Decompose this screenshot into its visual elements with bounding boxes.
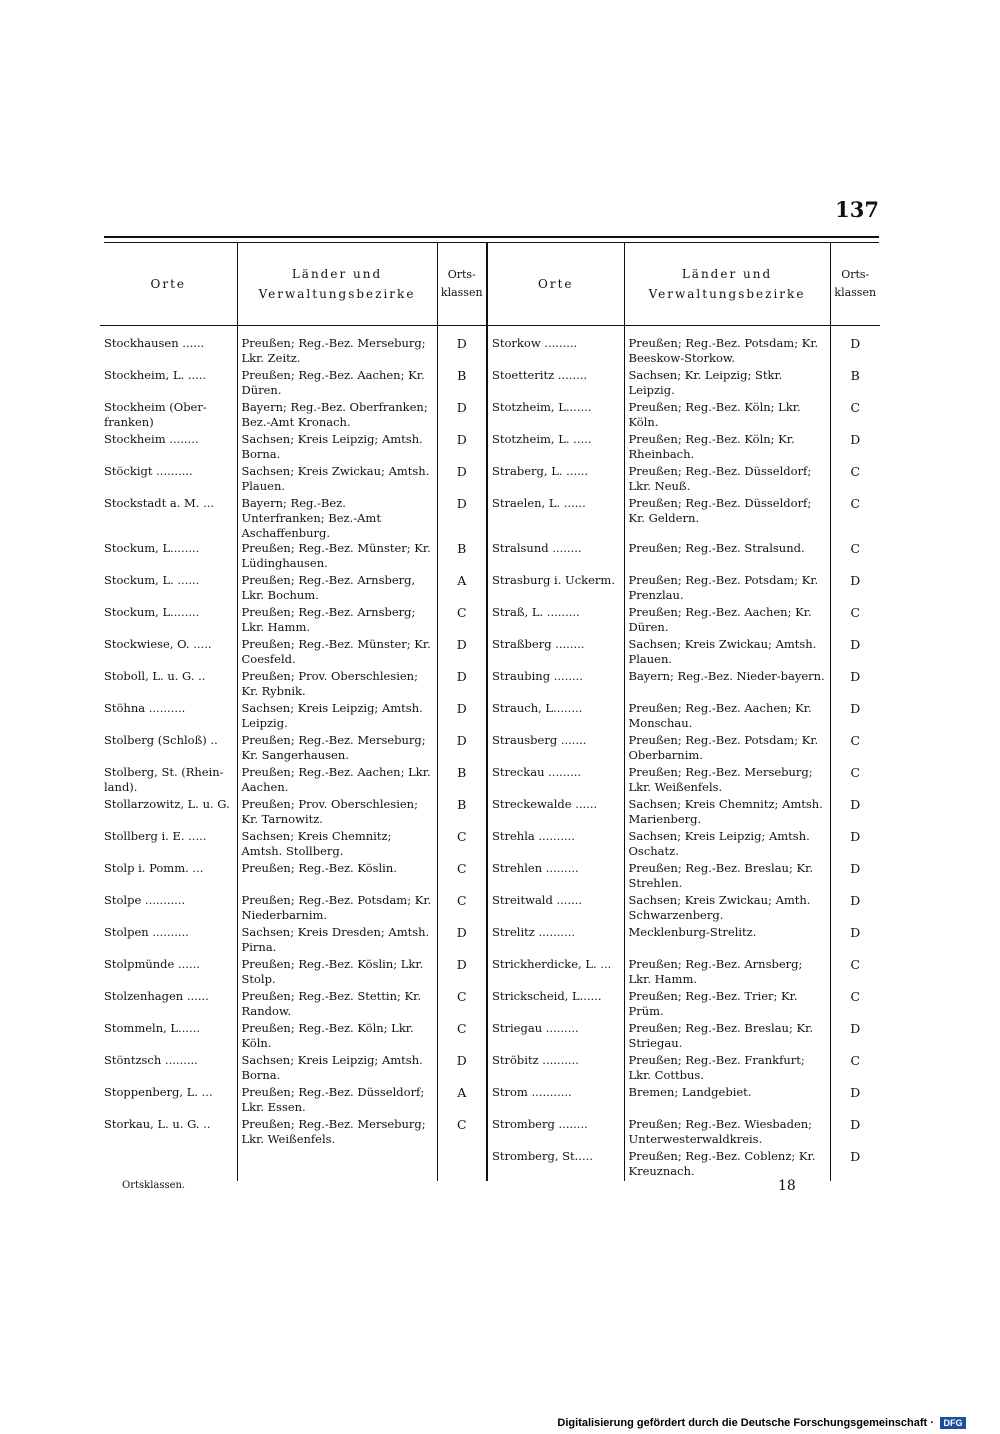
place-name-left: Stöntzsch ......... [104,1053,198,1067]
header-orte-right: Orte [487,243,624,326]
class-right: C [830,464,880,496]
district-left: Sachsen; Kreis Leipzig; Amtsh. Leipzig. [237,701,437,733]
table-row [100,1117,880,1149]
class-left: C [437,605,487,637]
district-right: Bremen; Landgebiet. [624,1085,830,1117]
place-name-left: Storkau, L. u. G. .. [104,1117,211,1131]
class-right: C [830,605,880,637]
district-right: Preußen; Reg.-Bez. Köln; Kr. Rheinbach. [624,432,830,464]
place-name-right: Strasburg i. Uckerm. [487,573,624,605]
place-name-left: Stöckigt .......... [104,464,193,478]
place-name-left: Stockhausen ...... [104,336,205,350]
class-right: C [830,496,880,541]
place-name-left: Stoboll, L. u. G. .. [104,669,206,683]
page-number: 137 [835,197,879,222]
class-right: C [830,989,880,1021]
class-right: D [830,925,880,957]
district-right: Preußen; Reg.-Bez. Breslau; Kr. Striegau. [624,1021,830,1053]
district-left: Preußen; Prov. Oberschlesien; Kr. Tarnowitz. [237,797,437,829]
class-left: D [437,669,487,701]
place-name-left: Stolzenhagen ...... [104,989,209,1003]
district-right: Sachsen; Kr. Leipzig; Stkr. Leipzig. [624,368,830,400]
place-name-left: Stolp i. Pomm. ... [104,861,204,875]
table-row [100,765,880,797]
class-right: C [830,400,880,432]
table-row [100,669,880,701]
district-right: Sachsen; Kreis Zwickau; Amtsh. Plauen. [624,637,830,669]
district-right: Preußen; Reg.-Bez. Stralsund. [624,541,830,573]
class-left: A [437,1085,487,1117]
place-name-left: Stolberg, St. (Rhein-land). [104,765,224,794]
district-right: Preußen; Reg.-Bez. Aachen; Kr. Düren. [624,605,830,637]
district-left: Preußen; Reg.-Bez. Arnsberg; Lkr. Hamm. [237,605,437,637]
district-right: Preußen; Reg.-Bez. Wiesbaden; Unterwesterwaldkreis. [624,1117,830,1149]
place-name-left: Stolpe ........... [104,893,186,907]
orts-table-container [100,243,880,1181]
class-right: C [830,957,880,989]
place-name-right: Stotzheim, L. ..... [487,432,624,464]
place-name-right: Stralsund ........ [487,541,624,573]
place-name-left: Stolpmünde ...... [104,957,200,971]
class-left: B [437,765,487,797]
place-name-left: Stöhna .......... [104,701,186,715]
district-left: Preußen; Reg.-Bez. Köln; Lkr. Köln. [237,1021,437,1053]
class-left: D [437,496,487,541]
district-left: Preußen; Prov. Oberschlesien; Kr. Rybnik. [237,669,437,701]
place-name-right: Straubing ........ [487,669,624,701]
table-row [100,1085,880,1117]
header-rule [104,236,879,243]
place-name-left: Stockheim ........ [104,432,199,446]
district-left: Bayern; Reg.-Bez. Unterfranken; Bez.-Amt Aschaffenburg. [237,496,437,541]
district-left: Preußen; Reg.-Bez. Aachen; Lkr. Aachen. [237,765,437,797]
table-row [100,861,880,893]
place-name-right: Straßberg ........ [487,637,624,669]
district-right: Sachsen; Kreis Leipzig; Amtsh. Oschatz. [624,829,830,861]
district-left: Sachsen; Kreis Leipzig; Amtsh. Borna. [237,432,437,464]
district-left: Preußen; Reg.-Bez. Merseburg; Lkr. Weißenfels. [237,1117,437,1149]
table-row [100,336,880,368]
place-name-left: Stockheim (Ober-franken) [104,400,207,429]
place-name-left: Stommeln, L...... [104,1021,201,1035]
class-left: D [437,464,487,496]
place-name-right: Strickscheid, L...... [487,989,624,1021]
district-right: Sachsen; Kreis Chemnitz; Amtsh. Marienberg. [624,797,830,829]
class-left: C [437,893,487,925]
place-name-right: Storkow ......... [487,336,624,368]
district-right: Preußen; Reg.-Bez. Frankfurt; Lkr. Cottbus. [624,1053,830,1085]
district-left: Sachsen; Kreis Dresden; Amtsh. Pirna. [237,925,437,957]
header-orte-left: Orte [100,243,237,326]
class-right: D [830,336,880,368]
district-left [237,1149,437,1181]
class-right: D [830,893,880,925]
place-name-right: Strehlen ......... [487,861,624,893]
district-right: Preußen; Reg.-Bez. Arnsberg; Lkr. Hamm. [624,957,830,989]
class-left: A [437,573,487,605]
district-left: Preußen; Reg.-Bez. Aachen; Kr. Düren. [237,368,437,400]
place-name-right: Stromberg ........ [487,1117,624,1149]
district-left: Sachsen; Kreis Zwickau; Amtsh. Plauen. [237,464,437,496]
place-name-right: Streitwald ....... [487,893,624,925]
district-left: Preußen; Reg.-Bez. Köslin. [237,861,437,893]
district-left: Preußen; Reg.-Bez. Münster; Kr. Lüdinghausen. [237,541,437,573]
class-right: D [830,797,880,829]
place-name-right: Streckau ......... [487,765,624,797]
district-right: Preußen; Reg.-Bez. Merseburg; Lkr. Weißenfels. [624,765,830,797]
class-right: C [830,1053,880,1085]
class-right: D [830,432,880,464]
district-left: Sachsen; Kreis Chemnitz; Amtsh. Stollberg. [237,829,437,861]
district-right: Preußen; Reg.-Bez. Düsseldorf; Lkr. Neuß. [624,464,830,496]
place-name-left: Stockwiese, O. ..... [104,637,212,651]
digitization-credit [557,1417,966,1429]
table-row [100,797,880,829]
class-left: B [437,541,487,573]
district-right: Preußen; Reg.-Bez. Trier; Kr. Prüm. [624,989,830,1021]
header-klassen-right: Orts-klassen [830,243,880,326]
class-right: D [830,1085,880,1117]
credit-text: Digitalisierung gefördert durch die Deutsche Forschungsgemeinschaft · [557,1417,934,1429]
table-row [100,701,880,733]
table-row [100,368,880,400]
header-laender-left: Länder und Verwaltungsbezirke [237,243,437,326]
place-name-right: Stotzheim, L....... [487,400,624,432]
class-left: D [437,1053,487,1085]
place-name-right: Striegau ......... [487,1021,624,1053]
district-left: Preußen; Reg.-Bez. Potsdam; Kr. Niederbarnim. [237,893,437,925]
class-left: D [437,701,487,733]
place-name-left: Stockheim, L. ..... [104,368,207,382]
class-left: D [437,637,487,669]
place-name-left: Stoppenberg, L. ... [104,1085,213,1099]
class-left: D [437,957,487,989]
class-right: D [830,1117,880,1149]
place-name-left [100,1149,237,1181]
district-right: Sachsen; Kreis Zwickau; Amth. Schwarzenberg. [624,893,830,925]
table-row [100,573,880,605]
class-left: B [437,368,487,400]
district-right: Preußen; Reg.-Bez. Potsdam; Kr. Oberbarnim. [624,733,830,765]
class-right: C [830,765,880,797]
district-left: Preußen; Reg.-Bez. Arnsberg, Lkr. Bochum. [237,573,437,605]
class-right: D [830,637,880,669]
table-row [100,1053,880,1085]
class-right: D [830,573,880,605]
place-name-left: Stolberg (Schloß) .. [104,733,218,747]
place-name-right: Straelen, L. ...... [487,496,624,541]
table-body [100,326,880,1182]
district-right: Preußen; Reg.-Bez. Coblenz; Kr. Kreuznach. [624,1149,830,1181]
place-name-left: Stollberg i. E. ..... [104,829,207,843]
table-row [100,541,880,573]
district-left: Bayern; Reg.-Bez. Oberfranken; Bez.-Amt Kronach. [237,400,437,432]
place-name-right: Strausberg ....... [487,733,624,765]
class-left: D [437,400,487,432]
district-right: Preußen; Reg.-Bez. Potsdam; Kr. Prenzlau. [624,573,830,605]
place-name-left: Stockum, L........ [104,605,200,619]
table-row [100,1149,880,1181]
class-left: C [437,1021,487,1053]
place-name-left: Stockum, L. ...... [104,573,200,587]
district-left: Preußen; Reg.-Bez. Merseburg; Kr. Sangerhausen. [237,733,437,765]
table-row [100,496,880,541]
class-right: C [830,733,880,765]
class-right: D [830,861,880,893]
district-right: Mecklenburg-Strelitz. [624,925,830,957]
district-left: Preußen; Reg.-Bez. Düsseldorf; Lkr. Essen. [237,1085,437,1117]
table-row [100,733,880,765]
class-right: D [830,1021,880,1053]
class-left: C [437,989,487,1021]
district-right: Preußen; Reg.-Bez. Köln; Lkr. Köln. [624,400,830,432]
place-name-right: Strickherdicke, L. ... [487,957,624,989]
orts-table [100,243,880,1181]
class-right: D [830,1149,880,1181]
table-header-row [100,243,880,326]
class-left: D [437,925,487,957]
table-row [100,1021,880,1053]
class-left: D [437,733,487,765]
class-right: B [830,368,880,400]
class-right: C [830,541,880,573]
place-name-right: Strauch, L........ [487,701,624,733]
district-left: Preußen; Reg.-Bez. Köslin; Lkr. Stolp. [237,957,437,989]
table-row [100,400,880,432]
district-left: Preußen; Reg.-Bez. Münster; Kr. Coesfeld. [237,637,437,669]
place-name-left: Stolpen .......... [104,925,189,939]
district-left: Sachsen; Kreis Leipzig; Amtsh. Borna. [237,1053,437,1085]
class-left: D [437,336,487,368]
footer-section-title: Ortsklassen. [122,1180,186,1191]
footer-signature-number: 18 [778,1178,796,1194]
table-row [100,957,880,989]
place-name-right: Stoetteritz ........ [487,368,624,400]
district-left: Preußen; Reg.-Bez. Merseburg; Lkr. Zeitz. [237,336,437,368]
header-laender-right: Länder und Verwaltungsbezirke [624,243,830,326]
district-right: Preußen; Reg.-Bez. Düsseldorf; Kr. Geldern. [624,496,830,541]
place-name-right: Ströbitz .......... [487,1053,624,1085]
place-name-left: Stollarzowitz, L. u. G. [104,797,230,811]
table-row [100,893,880,925]
dfg-logo-icon: DFG [940,1417,966,1429]
table-spacer [100,326,880,337]
class-right: D [830,829,880,861]
place-name-right: Strom ........... [487,1085,624,1117]
place-name-right: Straberg, L. ...... [487,464,624,496]
class-left: C [437,1117,487,1149]
table-row [100,925,880,957]
place-name-right: Straß, L. ......... [487,605,624,637]
class-left: D [437,432,487,464]
header-klassen-left: Orts-klassen [437,243,487,326]
class-left: B [437,797,487,829]
class-left [437,1149,487,1181]
place-name-right: Strehla .......... [487,829,624,861]
table-row [100,829,880,861]
class-left: C [437,829,487,861]
place-name-left: Stockstadt a. M. ... [104,496,215,510]
place-name-right: Streckewalde ...... [487,797,624,829]
table-row [100,989,880,1021]
class-right: D [830,669,880,701]
class-right: D [830,701,880,733]
district-right: Preußen; Reg.-Bez. Aachen; Kr. Monschau. [624,701,830,733]
table-row [100,464,880,496]
district-right: Bayern; Reg.-Bez. Nieder-bayern. [624,669,830,701]
class-left: C [437,861,487,893]
table-row [100,637,880,669]
place-name-right: Strelitz .......... [487,925,624,957]
district-left: Preußen; Reg.-Bez. Stettin; Kr. Randow. [237,989,437,1021]
table-row [100,432,880,464]
place-name-left: Stockum, L........ [104,541,200,555]
district-right: Preußen; Reg.-Bez. Potsdam; Kr. Beeskow-Storkow. [624,336,830,368]
table-row [100,605,880,637]
place-name-right: Stromberg, St..... [487,1149,624,1181]
district-right: Preußen; Reg.-Bez. Breslau; Kr. Strehlen. [624,861,830,893]
